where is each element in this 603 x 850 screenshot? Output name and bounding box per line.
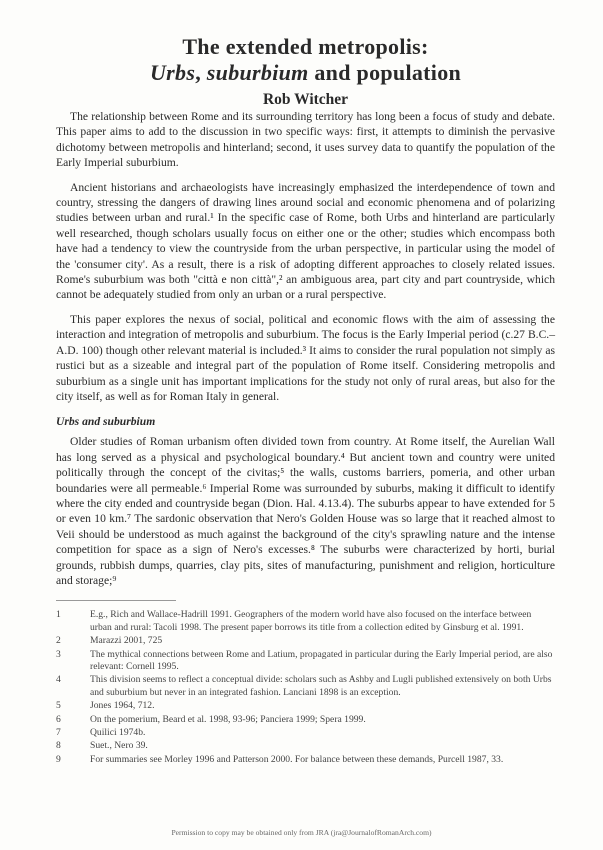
footnote: 7 Quilici 1974b.: [56, 727, 146, 739]
title-urbs: Urbs: [149, 60, 196, 85]
footnote: 3 The mythical connections between Rome and Latium, propagated in particular during the Early Imperial period, are also relevant: Cornell 1995.: [56, 648, 553, 672]
author-name: Rob Witcher: [262, 91, 349, 108]
footnotes: [56, 609, 555, 766]
footnote: 2 Marazzi 2001, 725: [56, 635, 163, 647]
title-line-1: The extended metropolis:: [182, 34, 429, 59]
footnote: 6 On the pomerium, Beard et al. 1998, 93-96; Panciera 1999; Spera 1999.: [56, 713, 366, 725]
footnote: 4 This division seems to reflect a conceptual divide: scholars such as Ashby and Lugli published extensively on both Urbs and suburbium but never in an integrated fashion. Lanciani 1898 is an exception.: [56, 674, 552, 698]
section-heading: Urbs and suburbium: [56, 415, 156, 429]
paragraph-3: This paper explores the nexus of social, political and economic flows with the aim of assessing the interaction and integration of metropolis and suburbium. The focus is the Early Imperial period (c.27 B.C.–A.D. 100) though other relevant material is included.³ It aims to consider the rural population not simply as rustici but as a sizeable and integral part of the population of Rome itself. Considering metropolis and suburbium as a single unit has important implications for the study not only of rural areas, but also for the city itself, as well as for Roman Italy in general.: [56, 312, 555, 403]
permission-footer: Permission to copy may be obtained only from JRA (jra@JournalofRomanArch.com): [171, 828, 432, 837]
footnote: 1 E.g., Rich and Wallace-Hadrill 1991. Geographers of the modern world have also focused on the interface between urban and rural: Tacoli 1998. The present paper borrows its title from a collection edited by Ginsburg et al. 1991.: [56, 609, 532, 633]
title-rest: and population: [308, 60, 462, 85]
article-title: [56, 34, 555, 86]
article-page: [56, 34, 555, 767]
paragraph-2: Ancient historians and archaeologists have increasingly emphasized the interdependence of town and country, stressing the dangers of drawing lines around social and economic phenomena and of polarizing studies between urban and rural.¹ In the specific case of Rome, both Urbs and hinterland are particularly well researched, though scholars usually focus on either one or the other; studies which encompass both have had a tendency to view the countryside from the urban perspective, in particular using the model of the 'consumer city'. As a result, there is a risk of adopting different approaches to closely related issues. Rome's suburbium was both "città e non città",² an ambiguous area, part city and part countryside, which cannot be adequately studied from only an urban or a rural perspective.: [56, 180, 555, 302]
paragraph-1: The relationship between Rome and its surrounding territory has long been a focus of study and debate. This paper aims to add to the discussion in two specific ways: first, it attempts to diminish the pervasive dichotomy between metropolis and hinterland; second, it uses survey data to quantify the population of the Early Imperial suburbium.: [56, 110, 555, 170]
footnote: 9 For summaries see Morley 1996 and Patterson 2000. For balance between these demands, Purcell 1987, 33.: [56, 753, 504, 765]
paragraph-4: Older studies of Roman urbanism often divided town from country. At Rome itself, the Aurelian Wall has long served as a physical and psychological boundary.⁴ But ancient town and country were united politically through the concept of the civitas;⁵ the walls, customs barriers, pomeria, and other urban boundaries were all permeable.⁶ Imperial Rome was surrounded by suburbs, making it difficult to identify where the city ended and countryside began (Dion. Hal. 4.13.4). The suburbs appear to have extended for 5 or even 10 km.⁷ The sardonic observation that Nero's Golden House was so large that it reached almost to Veii should be understood as much against the background of the city's sprawling nature and the intense competition for space as a sign of Nero's excesses.⁸ The suburbs were characterized by horti, burial grounds, rubbish dumps, quarries, clay pits, sites of manufacturing, punishment and religion, horticulture and storage;⁹: [56, 435, 555, 587]
footnote-divider: [56, 600, 176, 601]
footnote: 8 Suet., Nero 39.: [56, 740, 148, 752]
footnote: 5 Jones 1964, 712.: [56, 700, 155, 712]
article-body: [56, 109, 555, 588]
title-line-2: Urbs, suburbium and population: [149, 60, 462, 85]
title-suburbium: suburbium: [206, 60, 309, 85]
